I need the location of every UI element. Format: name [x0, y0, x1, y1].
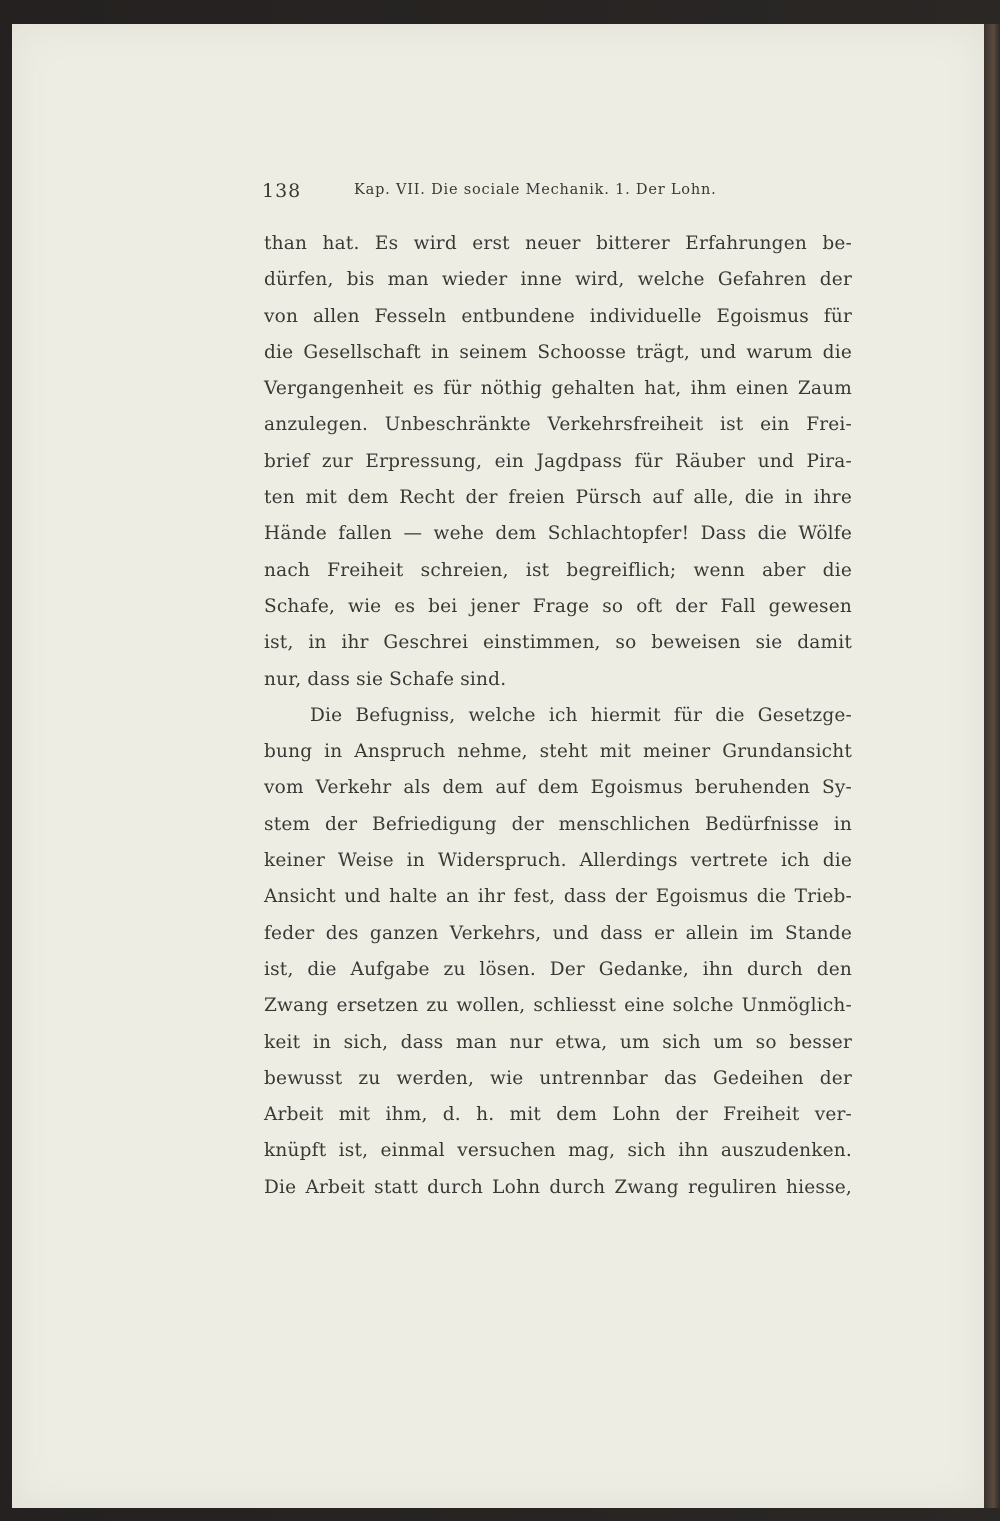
- text-line: nur, dass sie Schafe sind.: [264, 668, 507, 690]
- text-line: Zwang ersetzen zu wollen, schliesst eine solche Unmöglich-: [264, 995, 852, 1017]
- page-edge: [984, 24, 1000, 1508]
- text-line: brief zur Erpressung, ein Jagdpass für Räuber und Pira-: [264, 450, 852, 472]
- text-line: than hat. Es wird erst neuer bitterer Erfahrungen be-: [264, 233, 852, 254]
- page-number: 138: [262, 180, 302, 202]
- text-line: keiner Weise in Widerspruch. Allerdings vertrete ich die: [264, 850, 852, 872]
- paragraph-2: [264, 698, 852, 1206]
- text-line: Ansicht und halte an ihr fest, dass der Egoismus die Trieb-: [264, 886, 852, 908]
- text-line: von allen Fesseln entbundene individuelle Egoismus für: [264, 305, 852, 327]
- text-line: nach Freiheit schreien, ist begreiflich; wenn aber die: [264, 559, 852, 581]
- text-line: bewusst zu werden, wie untrennbar das Gedeihen der: [264, 1067, 852, 1089]
- text-line: die Gesellschaft in seinem Schoosse trägt, und warum die: [264, 341, 852, 363]
- text-line: vom Verkehr als dem auf dem Egoismus beruhenden Sy-: [264, 777, 852, 799]
- text-line: Hände fallen — wehe dem Schlachtopfer! Dass die Wölfe: [264, 523, 852, 545]
- text-line: Vergangenheit es für nöthig gehalten hat, ihm einen Zaum: [264, 378, 852, 400]
- running-head: [262, 180, 862, 210]
- paragraph-1: [264, 226, 852, 698]
- text-line: keit in sich, dass man nur etwa, um sich um so besser: [264, 1031, 852, 1053]
- text-line: feder des ganzen Verkehrs, und dass er allein im Stande: [264, 922, 852, 944]
- text-line: Arbeit mit ihm, d. h. mit dem Lohn der Freiheit ver-: [264, 1104, 852, 1126]
- text-line: dürfen, bis man wieder inne wird, welche Gefahren der: [264, 269, 852, 291]
- text-line: Schafe, wie es bei jener Frage so oft der Fall gewesen: [264, 595, 852, 617]
- text-line: Die Arbeit statt durch Lohn durch Zwang reguliren hiesse,: [264, 1176, 852, 1198]
- text-line: ten mit dem Recht der freien Pürsch auf alle, die in ihre: [264, 487, 852, 509]
- text-line: ist, in ihr Geschrei einstimmen, so beweisen sie damit: [264, 632, 852, 654]
- text-line: ist, die Aufgabe zu lösen. Der Gedanke, ihn durch den: [264, 958, 852, 980]
- text-line: Die Befugniss, welche ich hiermit für die Gesetzge-: [310, 704, 852, 726]
- text-line: anzulegen. Unbeschränkte Verkehrsfreiheit ist ein Frei-: [264, 414, 852, 436]
- text-line: knüpft ist, einmal versuchen mag, sich ihn auszudenken.: [264, 1140, 852, 1162]
- running-title: Kap. VII. Die sociale Mechanik. 1. Der Lohn.: [354, 182, 717, 198]
- text-line: bung in Anspruch nehme, steht mit meiner Grundansicht: [264, 741, 852, 763]
- text-line: stem der Befriedigung der menschlichen Bedürfnisse in: [264, 813, 852, 835]
- body-text: [264, 226, 852, 1206]
